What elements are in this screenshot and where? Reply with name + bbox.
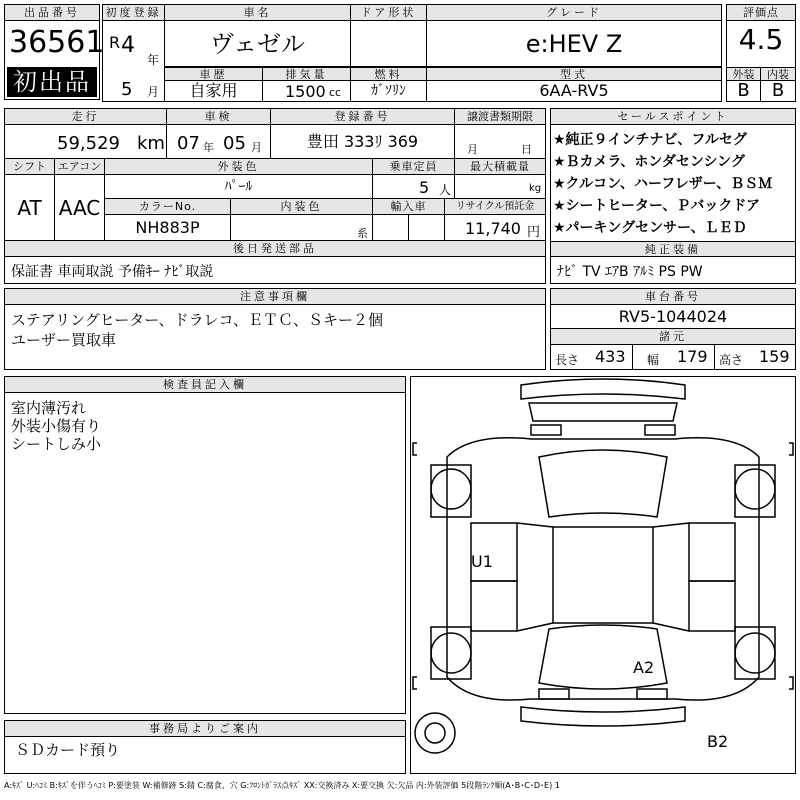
shift-label: シフト [5, 159, 55, 175]
model-value: 6AA-RV5 [539, 81, 609, 100]
month-cell [103, 67, 165, 101]
insp-month-unit: 月 [251, 141, 262, 154]
recycle-unit: 円 [527, 225, 541, 240]
transfer-label: 譲渡書類期限 [455, 109, 545, 125]
length-label: 長さ [555, 353, 580, 367]
windshield [539, 450, 667, 517]
capacity-cell [373, 175, 455, 199]
recycle-label: リサイクル預託金 [445, 199, 545, 215]
notes-line-2: ユーザー買取車 [11, 331, 117, 349]
later-parts-label: 後日発送部品 [5, 241, 545, 257]
rear-window [539, 625, 667, 689]
office-section [4, 720, 406, 774]
door-value [351, 21, 427, 67]
capacity-value: 5 [419, 178, 430, 197]
interior-label: 内装色 [231, 199, 373, 215]
car-name-label: 車名 [165, 5, 351, 21]
history-value: 自家用 [165, 81, 263, 101]
equipment-label: 純正装備 [551, 241, 795, 257]
office-label: 事務局よりご案内 [5, 721, 405, 737]
recycle-value: 11,740 [465, 219, 521, 238]
height-label: 高さ [719, 353, 744, 367]
later-parts-value: 保証書 車両取説 予備ｷｰ ﾅﾋﾞ取説 [11, 264, 214, 280]
load-unit: kg [529, 183, 542, 194]
legend-footer: A:ｷｽﾞ U:ﾍｺﾐ B:ｷｽﾞを伴うﾍｺﾐ P:要塗装 W:補修跡 S:錆 C:腐食、穴 G:ﾌﾛﾝﾄｶﾞﾗｽ点ｷｽﾞ XX:交換済み X:要交換 欠:欠品 内:外装評価 5段階ﾗﾝｸ順(A･B･C･D･E) 1 [4, 781, 560, 790]
displacement-value: 1500 [285, 82, 326, 101]
sales-point-3: ★クルコン、ハーフレザー、ＢＳＭ [553, 176, 773, 192]
color-label: 外装色 [105, 159, 373, 175]
model-label: 型式 [427, 67, 721, 81]
right-rear-door [689, 581, 735, 631]
lot-label: 出品番号 [5, 5, 99, 21]
height-cell [715, 345, 795, 369]
mileage-unit: km [137, 133, 165, 154]
inspection-cell [167, 125, 271, 159]
recycle-cell [445, 215, 545, 241]
ext-value: B [727, 81, 761, 101]
info-table [4, 108, 546, 284]
inspector-line-3: シートしみ小 [11, 435, 102, 453]
month-unit: 月 [147, 85, 160, 99]
chassis-section [550, 288, 796, 370]
width-label: 幅 [647, 353, 660, 367]
import-right [409, 215, 445, 241]
damage-mark-u1: U1 [471, 552, 493, 571]
inspector-label: 検査員記入欄 [5, 377, 405, 393]
right-front-door [689, 523, 735, 581]
right-rear-fender [735, 627, 775, 679]
import-left [373, 215, 409, 241]
width-value: 179 [677, 347, 708, 366]
int-label: 内装 [761, 67, 795, 81]
left-rear-fender [431, 627, 471, 679]
lot-section [4, 4, 105, 100]
first-reg-year [103, 21, 165, 67]
first-listing-badge: 初出品 [7, 67, 97, 97]
door-label: ドア形状 [351, 5, 427, 21]
sales-point-1: ★純正９インチナビ、フルセグ [553, 132, 747, 148]
regno-label: 登録番号 [271, 109, 455, 125]
length-cell [551, 345, 633, 369]
height-value: 159 [759, 347, 790, 366]
load-cell [455, 175, 545, 199]
headlight-left [531, 425, 561, 435]
wheel-rear-left [431, 633, 471, 673]
regno-value: 豊田 333ﾘ 369 [271, 125, 455, 159]
sales-point-5: ★パーキングセンサー、ＬＥＤ [553, 220, 747, 236]
mileage-cell [5, 125, 167, 159]
displacement-label: 排気量 [263, 67, 351, 81]
insp-month: 05 [223, 133, 246, 154]
year-unit: 年 [147, 53, 160, 67]
color-value: ﾊﾟｰﾙ [105, 175, 373, 199]
grade-value: e:HEV Z [427, 21, 721, 67]
chassis-label: 車台番号 [551, 289, 795, 305]
damage-mark-a2: A2 [633, 658, 655, 677]
year-value: 4 [121, 33, 135, 58]
notes-label: 注意事項欄 [5, 289, 545, 305]
header-table [102, 4, 722, 102]
inspection-label: 車検 [167, 109, 271, 125]
shift-value: AT [5, 175, 55, 241]
notes-section [4, 288, 546, 370]
capacity-label: 乗車定員 [373, 159, 455, 175]
ac-label: エアコン [55, 159, 105, 175]
width-cell [633, 345, 715, 369]
rear-lamp-right [637, 689, 667, 699]
chassis-value: RV5-1044024 [551, 305, 795, 329]
front-grille [529, 403, 677, 421]
capacity-unit: 人 [439, 183, 452, 197]
sales-points [550, 108, 796, 284]
spare-tire [415, 713, 455, 753]
damage-mark-b2: B2 [707, 732, 729, 751]
interior-cell [231, 215, 373, 241]
displacement-unit: cc [329, 86, 342, 99]
car-diagram [410, 376, 796, 774]
transfer-cell [455, 125, 545, 159]
load-label: 最大積載量 [455, 159, 545, 175]
rear-lamp-left [539, 689, 569, 699]
front-bumper [521, 379, 685, 399]
mileage-label: 走行 [5, 109, 167, 125]
roof [553, 527, 653, 623]
import-label: 輸入車 [373, 199, 445, 215]
inspector-line-1: 室内薄汚れ [11, 399, 87, 417]
grade-label: グレード [427, 5, 721, 21]
ext-label: 外装 [727, 67, 761, 81]
wheel-front-right [735, 469, 775, 509]
inspector-section [4, 376, 406, 714]
ac-value: AAC [55, 175, 105, 241]
rear-bumper [521, 707, 685, 726]
equipment-value: ﾅﾋﾞ TV ｴｱB ｱﾙﾐ PS PW [557, 264, 703, 280]
insp-year: 07 [177, 133, 200, 154]
mileage-value: 59,529 [57, 133, 120, 154]
insp-year-unit: 年 [203, 141, 214, 154]
inspector-line-2: 外装小傷有り [11, 417, 102, 435]
era-letter: R [109, 33, 121, 52]
sales-points-label: セールスポイント [551, 109, 795, 125]
car-diagram-svg [411, 377, 795, 773]
left-rear-door [471, 581, 517, 631]
score-value: 4.5 [738, 23, 784, 56]
length-value: 433 [595, 347, 626, 366]
transfer-day: 日 [521, 143, 532, 156]
score-section [726, 4, 796, 102]
month-value: 5 [121, 79, 133, 100]
wheel-rear-right [735, 633, 775, 673]
sales-point-4: ★シートヒーター、Ｐバックドア [553, 198, 761, 214]
body-outline [447, 438, 759, 700]
fuel-label: 燃料 [351, 67, 427, 81]
dims-label: 諸元 [551, 329, 795, 345]
notes-line-1: ステアリングヒーター、ドラレコ、ＥＴＣ、Ｓキー２個 [11, 311, 384, 329]
score-label: 評価点 [727, 5, 795, 21]
headlight-right [645, 425, 675, 435]
wheel-front-left [431, 469, 471, 509]
history-label: 車歴 [165, 67, 263, 81]
car-name: ヴェゼル [165, 21, 351, 67]
interior-unit: 系 [357, 227, 368, 240]
colorno-value: NH883P [105, 215, 231, 241]
fuel-value: ｶﾞｿﾘﾝ [351, 81, 427, 101]
displacement-cell [263, 81, 351, 101]
transfer-month: 月 [467, 143, 478, 156]
colorno-label: カラーNo. [105, 199, 231, 215]
int-value: B [771, 81, 785, 101]
lot-number: 36561 [9, 25, 105, 60]
sales-point-2: ★Ｂカメラ、ホンダセンシング [553, 154, 745, 170]
office-value: ＳＤカード預り [15, 741, 121, 759]
first-reg-label: 初度登録 [103, 5, 165, 21]
